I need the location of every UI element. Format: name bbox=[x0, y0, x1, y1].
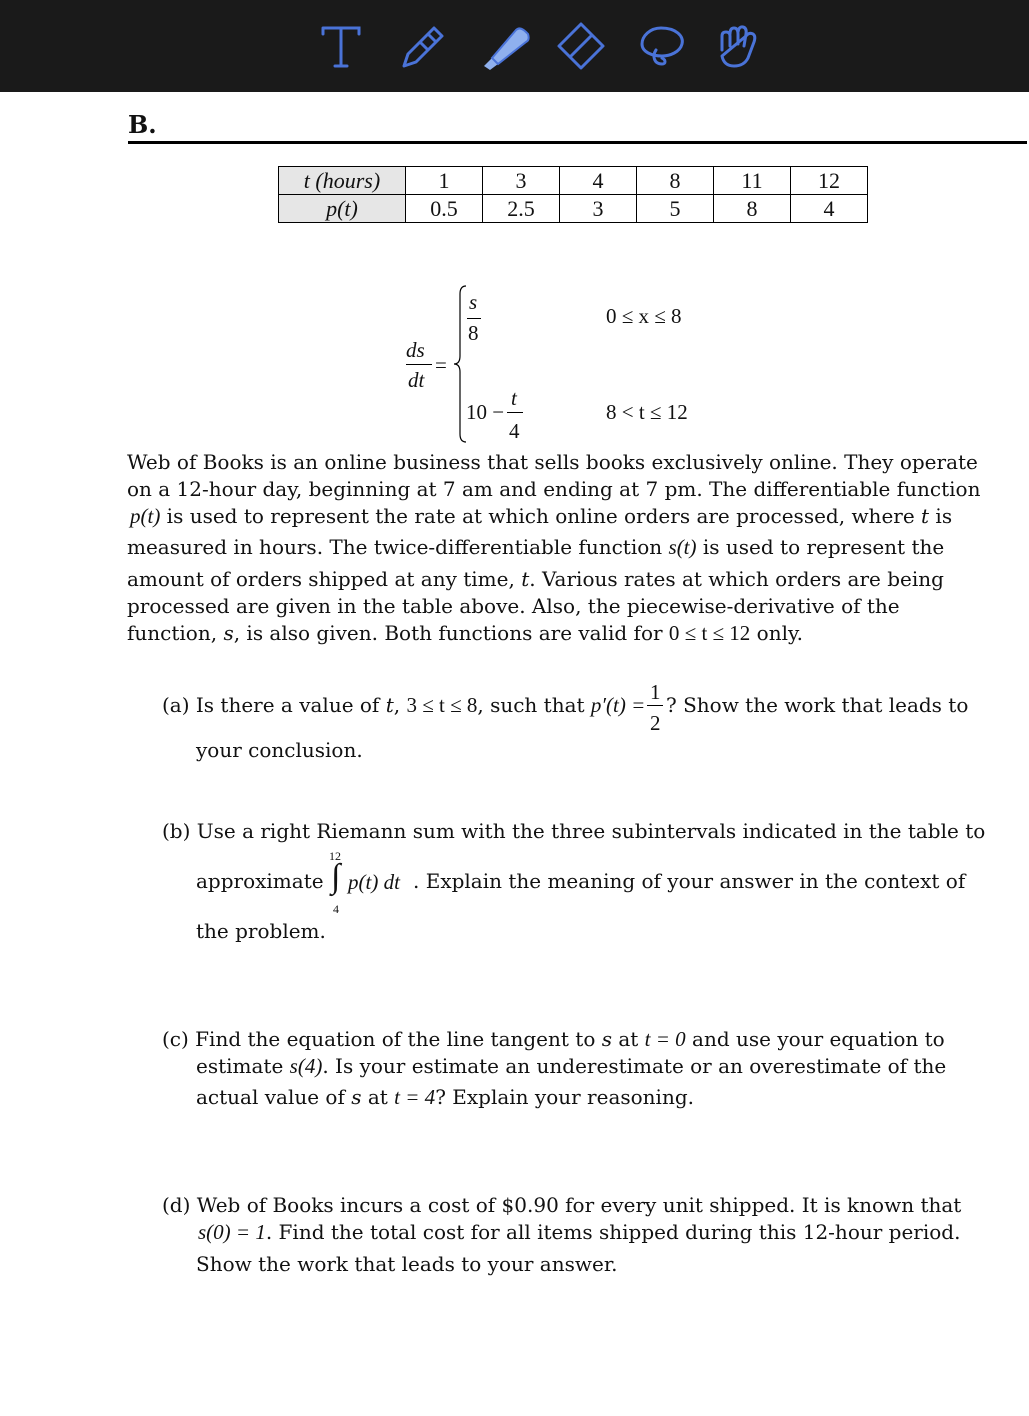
intro-line: on a 12-hour day, beginning at 7 am and ending at 7 pm. The differentiable function bbox=[127, 477, 981, 501]
table-cell: 4 bbox=[791, 195, 868, 223]
case2-numerator: t bbox=[511, 386, 517, 410]
table-cell: 3 bbox=[560, 195, 637, 223]
eraser-icon bbox=[556, 20, 606, 72]
highlighter-icon bbox=[480, 20, 530, 72]
case1-condition: 0 ≤ x ≤ 8 bbox=[606, 304, 682, 328]
lasso-tool-button[interactable] bbox=[636, 20, 686, 72]
intro-line: Web of Books is an online business that sells books exclusively online. They operate bbox=[127, 450, 978, 474]
question-a-line: your conclusion. bbox=[196, 738, 363, 762]
intro-line: amount of orders shipped at any time, t. Various rates at which orders are being bbox=[127, 567, 944, 591]
question-c-line: actual value of s at t = 4? Explain your reasoning. bbox=[196, 1085, 694, 1109]
fraction-numerator: 1 bbox=[650, 680, 661, 704]
question-c-line: estimate s(4). Is your estimate an underestimate or an overestimate of the bbox=[196, 1054, 947, 1078]
intro-line: processed are given in the table above. Also, the piecewise-derivative of the bbox=[127, 594, 900, 618]
eraser-tool-button[interactable] bbox=[556, 20, 606, 72]
table-cell: 4 bbox=[560, 167, 637, 195]
question-b-end: . Explain the meaning of your answer in the context of bbox=[413, 869, 966, 893]
table-cell: 12 bbox=[791, 167, 868, 195]
fraction-denominator: 2 bbox=[650, 711, 661, 735]
case1-denominator: 8 bbox=[468, 321, 479, 345]
lhs-numerator: ds bbox=[406, 338, 425, 362]
intro-line: measured in hours. The twice-differentiable function s(t) is used to represent the bbox=[127, 535, 945, 559]
table-cell: 5 bbox=[637, 195, 714, 223]
case1-numerator: s bbox=[469, 290, 478, 314]
table-cell: 1 bbox=[406, 167, 483, 195]
lhs-denominator: dt bbox=[408, 368, 425, 392]
annotation-toolbar bbox=[0, 0, 1029, 92]
question-b-line: (b) Use a right Riemann sum with the three subintervals indicated in the table to bbox=[162, 819, 986, 843]
pen-tool-button[interactable] bbox=[398, 20, 448, 72]
integral-sign: ∫ bbox=[331, 858, 341, 895]
intro-line: function, s, is also given. Both functions are valid for 0 ≤ t ≤ 12 only. bbox=[127, 621, 803, 645]
table-cell: 0.5 bbox=[406, 195, 483, 223]
case1-fraction-bar bbox=[467, 318, 481, 319]
table-cell: 8 bbox=[637, 167, 714, 195]
integral-upper-limit: 12 bbox=[329, 849, 341, 863]
intro-line: p(t) is used to represent the rate at which online orders are processed, where t is bbox=[130, 504, 953, 528]
hand-tool-button[interactable] bbox=[712, 20, 762, 72]
table-row-p bbox=[279, 195, 868, 223]
question-d-line: (d) Web of Books incurs a cost of $0.90 for every unit shipped. It is known that bbox=[162, 1193, 962, 1217]
question-b-approx: approximate bbox=[196, 869, 324, 893]
text-icon bbox=[316, 20, 366, 72]
question-c-line: (c) Find the equation of the line tangent to s at t = 0 and use your equation to bbox=[162, 1027, 945, 1051]
hand-icon bbox=[712, 20, 762, 72]
integral-lower-limit: 4 bbox=[333, 902, 339, 916]
text-tool-button[interactable] bbox=[316, 20, 366, 72]
table-header-t: t (hours) bbox=[279, 167, 406, 195]
table-row-t bbox=[279, 167, 868, 195]
lhs-fraction-bar bbox=[406, 364, 432, 365]
pen-icon bbox=[398, 20, 448, 72]
section-divider bbox=[128, 141, 1027, 144]
case2-condition: 8 < t ≤ 12 bbox=[606, 400, 688, 424]
rate-table bbox=[278, 166, 868, 223]
case2-fraction-bar bbox=[507, 412, 523, 413]
table-cell: 2.5 bbox=[483, 195, 560, 223]
question-a-end: ? Show the work that leads to bbox=[666, 693, 969, 717]
question-b-line: the problem. bbox=[196, 919, 326, 943]
section-label: B. bbox=[128, 110, 157, 139]
highlighter-tool-button[interactable] bbox=[480, 20, 530, 72]
case2-prefix: 10 − bbox=[466, 400, 505, 424]
table-cell: 8 bbox=[714, 195, 791, 223]
lasso-icon bbox=[636, 20, 686, 72]
table-header-p: p(t) bbox=[279, 195, 406, 223]
fraction-bar bbox=[647, 705, 663, 706]
case2-denominator: 4 bbox=[509, 419, 520, 443]
question-d-line: Show the work that leads to your answer. bbox=[196, 1252, 618, 1276]
table-cell: 3 bbox=[483, 167, 560, 195]
question-d-line: s(0) = 1. Find the total cost for all items shipped during this 12-hour period. bbox=[198, 1220, 961, 1244]
question-a-line: (a) Is there a value of t, 3 ≤ t ≤ 8, such that p′(t) = bbox=[162, 693, 646, 717]
equals-sign: = bbox=[435, 353, 447, 377]
integrand: p(t) dt bbox=[348, 870, 400, 894]
table-cell: 11 bbox=[714, 167, 791, 195]
